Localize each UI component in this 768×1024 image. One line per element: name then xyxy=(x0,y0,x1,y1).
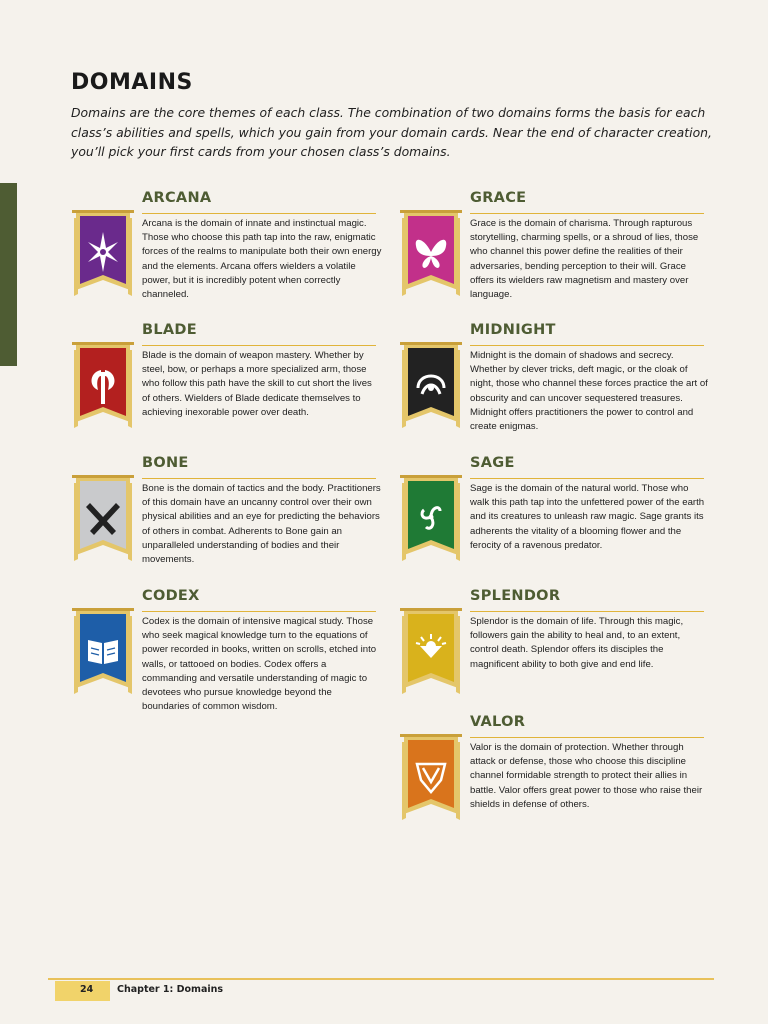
domain-bone xyxy=(72,455,382,585)
domain-name: SAGE xyxy=(470,455,515,471)
domain-name: SPLENDOR xyxy=(470,588,561,604)
chapter-side-tab xyxy=(0,183,17,366)
domain-grace xyxy=(400,190,710,320)
divider xyxy=(470,737,704,738)
shield-crest-icon xyxy=(400,734,462,824)
domain-midnight xyxy=(400,322,710,452)
page-title: DOMAINS xyxy=(71,70,193,95)
domain-arcana xyxy=(72,190,382,320)
domain-description: Bone is the domain of tactics and the body. Practitioners of this domain have an uncanny control over their own physical abilities and an eye for predicting the behaviors of others in combat. Adherents to Bone gain an unparalleled understanding of bodies and their movements. xyxy=(142,483,381,566)
arcane-star-icon xyxy=(72,210,134,300)
divider xyxy=(470,611,704,612)
divider xyxy=(142,213,376,214)
radiant-sun-icon xyxy=(400,608,462,698)
divider xyxy=(470,478,704,479)
domain-sage xyxy=(400,455,710,585)
domain-name: ARCANA xyxy=(142,190,212,206)
domain-name: CODEX xyxy=(142,588,200,604)
divider xyxy=(142,345,376,346)
divider xyxy=(142,478,376,479)
domain-description: Splendor is the domain of life. Through this magic, followers gain the ability to heal and, to an extent, control death. Splendor offers its disciples the magnificent ability to both give and end life. xyxy=(470,616,684,670)
domain-description: Codex is the domain of intensive magical study. Those who seek magical knowledge turn to the equations of power recorded in books, written on scrolls, etched into walls, or tattooed on bodies. Codex offers a commanding and versatile understanding of magic to devotees who pursue knowledge beyond the boundaries of common wisdom. xyxy=(142,616,377,713)
domain-description: Arcana is the domain of innate and instinctual magic. Those who choose this path tap into the raw, enigmatic forces of the realms to manipulate both their own energy and the elements. Arcana offers wielders a volatile power, but it is incredibly potent when correctly channeled. xyxy=(142,218,382,301)
domain-blade xyxy=(72,322,382,452)
page-number: 24 xyxy=(80,984,94,995)
footer-rule xyxy=(48,978,714,980)
domain-description: Midnight is the domain of shadows and secrecy. Whether by clever tricks, deft magic, or the cloak of night, those who channel these forces practice the art of obscurity and can uncover sequestered treasures. Midnight offers practitioners the power to control and create enigmas. xyxy=(470,350,708,433)
domain-description: Grace is the domain of charisma. Through rapturous storytelling, charming spells, or a shroud of lies, those who channel this power define the realities of their adversaries, bending perception to their will. Grace offers its wielders raw magnetism and mastery over language. xyxy=(470,218,699,301)
domain-splendor xyxy=(400,588,710,718)
domain-name: BONE xyxy=(142,455,189,471)
chapter-label: Chapter 1: Domains xyxy=(117,984,224,995)
divider xyxy=(470,213,704,214)
domain-description: Valor is the domain of protection. Whether through attack or defense, those who choose this discipline channel formidable strength to protect their allies in battle. Valor offers great power to those who raise their shields in defense of others. xyxy=(470,742,703,810)
domain-name: MIDNIGHT xyxy=(470,322,556,338)
divider xyxy=(142,611,376,612)
domain-valor xyxy=(400,714,710,844)
domain-name: VALOR xyxy=(470,714,526,730)
triskele-icon xyxy=(400,475,462,565)
domain-name: GRACE xyxy=(470,190,527,206)
butterfly-icon xyxy=(400,210,462,300)
domain-codex xyxy=(72,588,382,738)
axe-icon xyxy=(72,342,134,432)
divider xyxy=(470,345,704,346)
open-book-icon xyxy=(72,608,134,698)
domain-description: Blade is the domain of weapon mastery. Whether by steel, bow, or perhaps a more specialized arm, those who follow this path have the skill to cut short the lives of others. Wielders of Blade dedicate themselves to achieving inexorable power over death. xyxy=(142,350,372,418)
domain-description: Sage is the domain of the natural world. Those who walk this path tap into the unfettered power of the earth and its creatures to unleash raw magic. Sage grants its adherents the vitality of a blooming flower and the ferocity of a ravenous predator. xyxy=(470,483,705,551)
crossed-blades-icon xyxy=(72,475,134,565)
domain-name: BLADE xyxy=(142,322,197,338)
hooded-eye-icon xyxy=(400,342,462,432)
intro-paragraph: Domains are the core themes of each class. The combination of two domains forms the basis for each class’s abilities and spells, which you gain from your domain cards. Near the end of character creation, you’ll pick your first cards from your chosen class’s domains. xyxy=(71,105,712,159)
